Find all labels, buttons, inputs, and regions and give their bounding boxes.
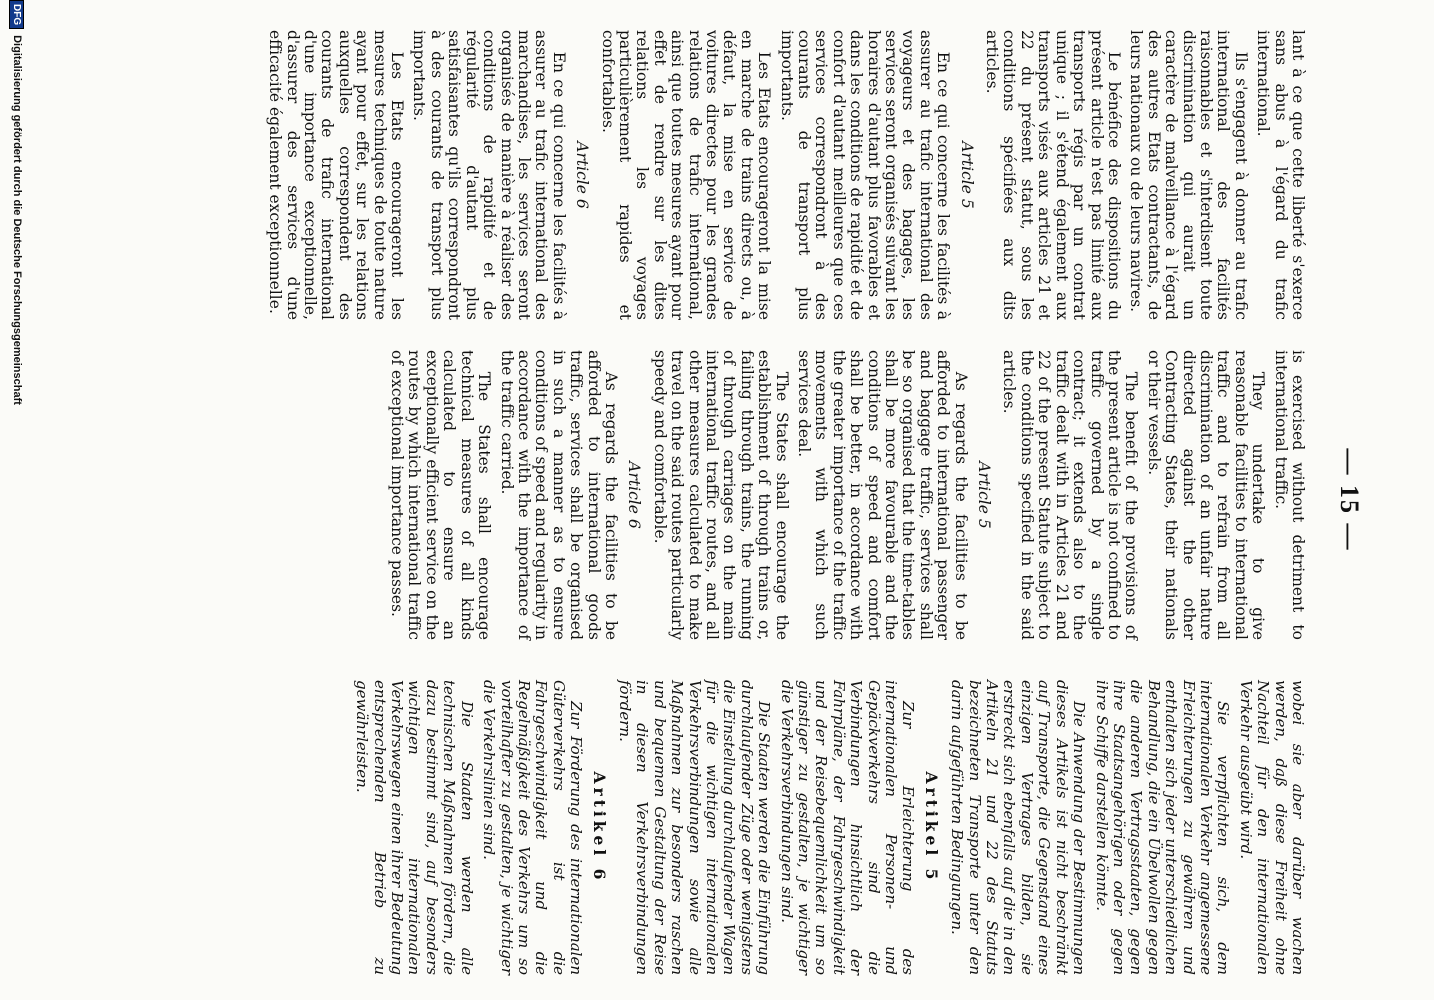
paragraph: En ce qui concerne les facilités à assurer au trafic international des marchandises, les services seront organisés de manière à réaliser des conditions de rapidité et de régularité d'autant plus satisfaisantes qu'ils correspondront à des courants de transport plus importants. bbox=[410, 30, 568, 320]
paragraph: Zur Erleichterung des internationalen Personen- und Gepäckverkehrs sind die Verbindungen hinsichtlich der Fahrpläne, der Fahrgeschwindigkeit und der Reisebequemlichkeit um so günstiger zu gestalten, je wichtiger die Verkehrsverbindungen sind. bbox=[777, 680, 918, 975]
paragraph: Zur Förderung des internationalen Güterverkehrs ist die Fahrgeschwindigkeit und die Regelmäßigkeit des Verkehrs um so vorteilhafter zu gestalten, je wichtiger die Verkehrslinien sind. bbox=[480, 680, 586, 975]
article-5-heading: Article 5 bbox=[975, 461, 994, 529]
article-6-heading: Article 6 bbox=[573, 141, 592, 209]
page-number: — 15 — bbox=[1335, 448, 1364, 552]
article-5-heading: Artikel 5 bbox=[921, 771, 941, 884]
article-6-heading: Artikel 6 bbox=[589, 771, 609, 884]
paragraph: is exercised without detriment to international traffic. bbox=[1271, 350, 1307, 640]
article-5-heading: Article 5 bbox=[957, 141, 976, 209]
paragraph: The States shall encourage the establishment of through trains or, failing through trains, the running of through carriages on the main international traffic routes, and all other measures calculated to make travel on the said routes particularly speedy and comfortable. bbox=[650, 350, 791, 640]
german-column bbox=[348, 680, 1306, 975]
footer-text: Digitalisierung gefördert durch die Deutsche Forschungsgemeinschaft bbox=[11, 35, 23, 405]
paragraph: wobei sie aber darüber wachen werden, daß diese Freiheit ohne Nachteil für den internationalen Verkehr ausgeübt wird. bbox=[1236, 680, 1307, 975]
paragraph: The benefit of the provisions of the present article is not confined to traffic governed by a single contract; it extends also to the traffic dealt with in Articles 21 and 22 of the present Statute subject to the conditions specified in the said articles. bbox=[1000, 350, 1141, 640]
paragraph: Les Etats encourageront la mise en marche de trains directs ou, à défaut, la mise en service de voitures directes pour les grandes relations de trafic international, ainsi que toutes mesures ayant pour effet de rendre sur les dites relations les voyages particulièrement rapides et confortables. bbox=[598, 30, 774, 320]
french-column bbox=[261, 30, 1306, 320]
paragraph: As regards the facilities to be afforded to international goods traffic, services shall be organised in such a manner as to ensure conditions of speed and regularity in accordance with the importance of the traffic carried. bbox=[497, 350, 620, 640]
paragraph: As regards the facilities to be afforded to international passenger and baggage traffic, services shall be so organised that the time-tables shall be more favourable and the conditions of speed and comfort shall be better, in accordance with the greater importance of the traffic movements with which such services deal. bbox=[795, 350, 970, 640]
paragraph: lant à ce que cette liberté s'exerce sans abus à l'égard du trafic international. bbox=[1254, 30, 1307, 320]
paragraph: The States shall encourage technical measures of all kinds calculated to ensure an exceptionally efficient service on the routes by which international traffic of exceptional importance passes. bbox=[388, 350, 494, 640]
english-column bbox=[383, 350, 1306, 640]
paragraph: Die Staaten werden alle technischen Maßnahmen fördern, die dazu bestimmt sind, auf besonders wichtigen internationalen Verkehrswegen einen ihrer Bedeutung entsprechenden Betrieb zu gewährleisten. bbox=[353, 680, 476, 975]
paragraph: They undertake to give reasonable facilities to international traffic and to refrain from all discrimination of an unfair nature directed against the other Contracting States, their nationals or their vessels. bbox=[1144, 350, 1268, 640]
paragraph: Die Staaten werden die Einführung durchlaufender Züge oder wenigstens die Einstellung durchlaufender Wagen für die wichtigen internationalen Verkehrsverbindungen sowie alle Maßnahmen zur besonders raschen und bequemen Gestaltung der Reise in diesen Verkehrsverbindungen fördern. bbox=[615, 680, 774, 975]
paragraph: En ce qui concerne les facilités à assurer au trafic international des voyageurs et des bagages, les services seront organisés suivant les horaires d'autant plus favorables et dans les conditions de rapidité et de confort d'autant meilleures que ces services correspondront à des courants de transport plus importants. bbox=[777, 30, 953, 320]
paragraph: Sie verpflichten sich, dem internationalen Verkehr angemessene Erleichterungen zu gewähren und enthalten sich jeder unterschiedlichen Behandlung, die ein Übelwollen gegen die anderen Vertragsstaaten, gegen ihre Staatsangehörigen oder gegen ihre Schiffe darstellen könnte. bbox=[1092, 680, 1233, 975]
paragraph: Die Anwendung der Bestimmungen dieses Artikels ist nicht beschränkt auf Transporte, die Gegenstand eines einzigen Vertrages bilden, sie erstreckt sich ebenfalls auf die in den Artikeln 21 und 22 des Statuts bezeichneten Transporte unter den darin aufgeführten Bedingungen. bbox=[948, 680, 1089, 975]
article-6-heading: Article 6 bbox=[625, 461, 644, 529]
dfg-logo: DFG bbox=[10, 0, 25, 29]
paragraph: Le bénéfice des dispositions du présent article n'est pas limité aux transports régis par un contrat unique ; il s'étend également aux transports visés aux articles 21 et 22 du présent statut, sous les conditions spécifiées aux dits articles. bbox=[983, 30, 1123, 320]
paragraph: Ils s'engagent à donner au trafic international des facilités raisonnables et s'interdisent toute discrimination qui aurait un caractère de malveillance à l'égard des autres Etats contractants, de leurs nationaux ou de leurs navires. bbox=[1127, 30, 1250, 320]
digitization-footer bbox=[5, 0, 29, 1000]
paragraph: Les Etats encourageront les mesures techniques de toute nature ayant pour effet, sur les relations auxquelles correspondent des courants de trafic international d'une importance exceptionnelle, d'assurer des services d'une efficacité également exceptionnelle. bbox=[266, 30, 407, 320]
